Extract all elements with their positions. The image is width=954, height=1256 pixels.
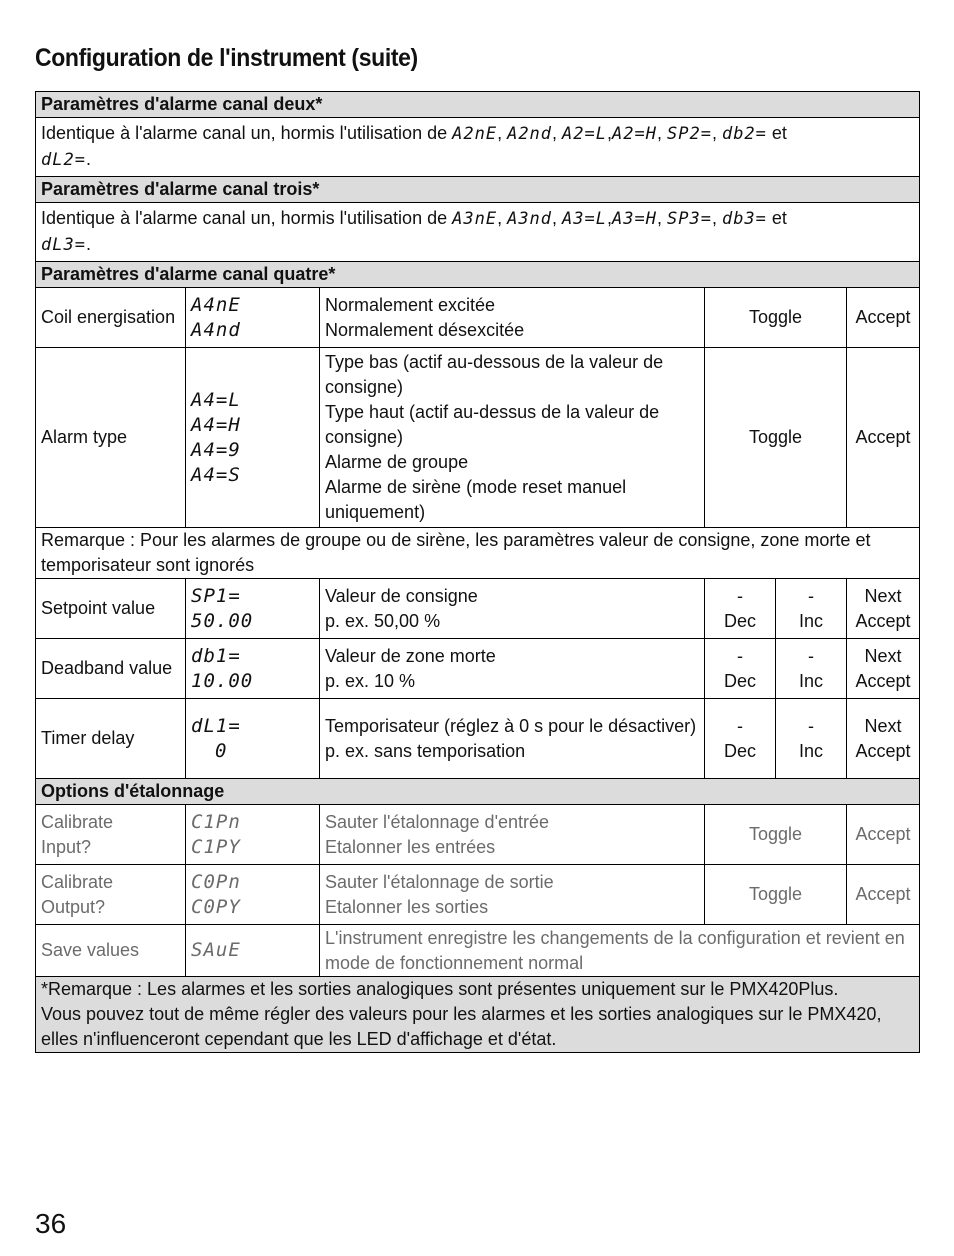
page-title: Configuration de l'instrument (suite) <box>35 44 418 72</box>
alarm3-description-row <box>36 203 920 262</box>
display-code: dL3= <box>41 235 86 255</box>
toggle-action: Toggle <box>705 805 847 865</box>
display-code: A4nE <box>191 293 241 316</box>
display-code: A3=H <box>612 209 657 229</box>
section-title: Options d'étalonnage <box>36 779 920 805</box>
description-cell: Type bas (actif au-dessous de la valeur de consigne) Type haut (actif au-dessus de la valeur de consigne) Alarme de groupe Alarme de sirène (mode reset manuel uniquement) <box>320 348 705 528</box>
display-code-cell <box>186 288 320 348</box>
inc-action: - Inc <box>776 639 847 699</box>
display-code: C0Pn <box>191 870 241 893</box>
configuration-table <box>35 91 920 1053</box>
display-code: dL1= <box>191 714 241 737</box>
description-cell: Sauter l'étalonnage d'entrée Etalonner les entrées <box>320 805 705 865</box>
calibrate-input-row <box>36 805 920 865</box>
display-code-cell <box>186 805 320 865</box>
display-code-cell <box>186 639 320 699</box>
section-title: Paramètres d'alarme canal deux* <box>36 92 920 118</box>
section-header-alarm3 <box>36 177 920 203</box>
toggle-action: Toggle <box>705 348 847 528</box>
section-title: Paramètres d'alarme canal trois* <box>36 177 920 203</box>
display-code: SAuE <box>191 939 241 961</box>
next-accept-action: Next Accept <box>847 699 920 779</box>
description-cell: Temporisateur (réglez à 0 s pour le désactiver) p. ex. sans temporisation <box>320 699 705 779</box>
section-header-calibration <box>36 779 920 805</box>
display-code: A4nd <box>191 318 241 341</box>
footnote-row <box>36 977 920 1053</box>
display-code: A4=9 <box>191 438 241 461</box>
inc-action: - Inc <box>776 699 847 779</box>
display-code: A2=L <box>562 124 607 144</box>
toggle-action: Toggle <box>705 288 847 348</box>
timer-row <box>36 699 920 779</box>
display-code: C1Pn <box>191 810 241 833</box>
display-code-cell <box>186 699 320 779</box>
param-name: Alarm type <box>36 348 186 528</box>
description-cell: L'instrument enregistre les changements de la configuration et revient en mode de fonctionnement normal <box>320 925 920 977</box>
display-code: 0 <box>215 739 228 762</box>
description-cell: Normalement excitée Normalement désexcitée <box>320 288 705 348</box>
next-accept-action: Next Accept <box>847 579 920 639</box>
param-name: Coil energisation <box>36 288 186 348</box>
dec-action: - Dec <box>705 699 776 779</box>
display-code: A4=S <box>191 463 241 486</box>
accept-action: Accept <box>847 805 920 865</box>
display-code: A2nE <box>452 124 498 144</box>
setpoint-row <box>36 579 920 639</box>
display-code: C0PY <box>191 895 241 918</box>
display-code: A3nE <box>452 209 498 229</box>
param-name: Timer delay <box>36 699 186 779</box>
section-header-alarm4 <box>36 262 920 288</box>
footnote-text: *Remarque : Les alarmes et les sorties analogiques sont présentes uniquement sur le PMX420Plus. Vous pouvez tout de même régler des valeurs pour les alarmes et les sorties analogiques sur le PMX420, elles n'influenceront cependant que les LED d'affichage et d'état. <box>36 977 920 1053</box>
section-title: Paramètres d'alarme canal quatre* <box>36 262 920 288</box>
deadband-row <box>36 639 920 699</box>
param-name: Deadband value <box>36 639 186 699</box>
description-cell: Valeur de zone morte p. ex. 10 % <box>320 639 705 699</box>
display-code: SP1= <box>191 584 241 607</box>
page-number: 36 <box>35 1208 67 1239</box>
display-code: C1PY <box>191 835 241 858</box>
display-code-cell <box>186 579 320 639</box>
display-code-cell <box>186 925 320 977</box>
display-code: db1= <box>191 644 241 667</box>
display-code: db3= <box>721 209 767 229</box>
accept-action: Accept <box>847 865 920 925</box>
accept-action: Accept <box>847 288 920 348</box>
display-code: SP2= <box>666 124 712 144</box>
display-code: db2= <box>721 124 767 144</box>
display-code: SP3= <box>666 209 712 229</box>
display-code: 50.00 <box>191 609 254 632</box>
alarm2-description: Identique à l'alarme canal un, hormis l'utilisation de A2nE, A2nd, A2=L,A2=H, SP2=, db2= et dL2=. <box>36 118 920 177</box>
section-header-alarm2 <box>36 92 920 118</box>
dec-action: - Dec <box>705 639 776 699</box>
param-name: Calibrate Input? <box>36 805 186 865</box>
display-code: A4=L <box>191 388 241 411</box>
display-code-cell <box>186 348 320 528</box>
display-code: A2=H <box>612 124 657 144</box>
alarm-type-row <box>36 348 920 528</box>
dec-action: - Dec <box>705 579 776 639</box>
inc-action: - Inc <box>776 579 847 639</box>
description-cell: Valeur de consigne p. ex. 50,00 % <box>320 579 705 639</box>
param-name: Calibrate Output? <box>36 865 186 925</box>
accept-action: Accept <box>847 348 920 528</box>
param-name: Save values <box>36 925 186 977</box>
remark-row <box>36 528 920 579</box>
coil-energisation-row <box>36 288 920 348</box>
description-cell: Sauter l'étalonnage de sortie Etalonner les sorties <box>320 865 705 925</box>
display-code: 10.00 <box>191 669 254 692</box>
alarm2-description-row <box>36 118 920 177</box>
display-code: A2nd <box>507 124 553 144</box>
calibrate-output-row <box>36 865 920 925</box>
display-code-cell <box>186 865 320 925</box>
display-code: A3nd <box>507 209 553 229</box>
save-values-row <box>36 925 920 977</box>
toggle-action: Toggle <box>705 865 847 925</box>
display-code: A4=H <box>191 413 241 436</box>
display-code: dL2= <box>41 150 86 170</box>
remark-text: Remarque : Pour les alarmes de groupe ou de sirène, les paramètres valeur de consigne, zone morte et temporisateur sont ignorés <box>36 528 920 579</box>
param-name: Setpoint value <box>36 579 186 639</box>
next-accept-action: Next Accept <box>847 639 920 699</box>
display-code: A3=L <box>562 209 607 229</box>
alarm3-description: Identique à l'alarme canal un, hormis l'utilisation de A3nE, A3nd, A3=L,A3=H, SP3=, db3= et dL3=. <box>36 203 920 262</box>
